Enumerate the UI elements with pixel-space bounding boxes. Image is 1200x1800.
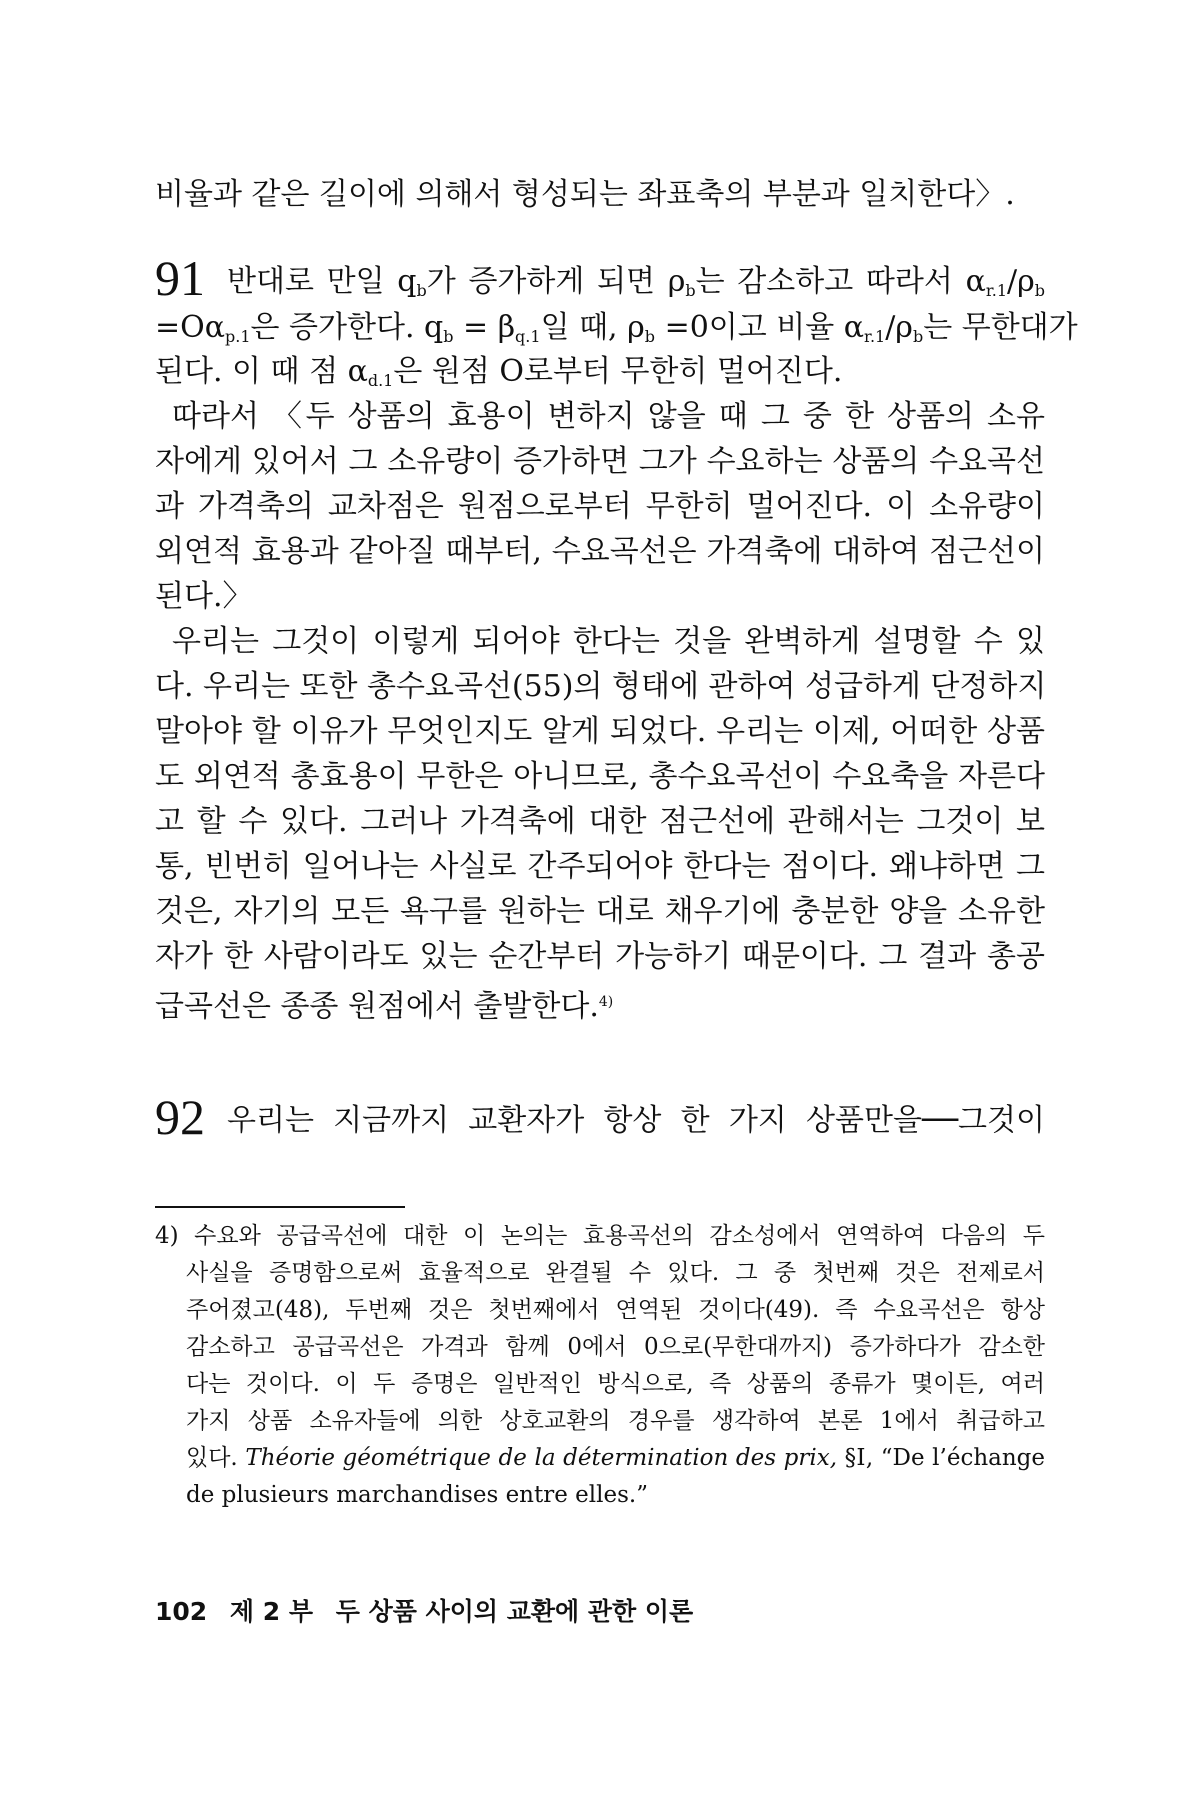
section-92-line-1: 92 우리는 지금까지 교환자가 항상 한 가지 상품만을──그것이 [155, 1089, 1045, 1145]
paragraph-line: 도 외연적 총효용이 무한은 아니므로, 총수요곡선이 수요축을 자른다 [155, 759, 1045, 794]
page-footer [155, 1592, 707, 1628]
footnote-line: de plusieurs marchandises entre elles.” [186, 1482, 648, 1508]
footnote-line: 있다. Théorie géométrique de la détermination des prix, §Ⅰ, “De l’échange [186, 1445, 1045, 1471]
footnote-line: 주어졌고(48), 두번째 것은 첫번째에서 연역된 것이다(49). 즉 수요곡선은 항상 [186, 1297, 1045, 1323]
page-number: 102 [155, 1597, 208, 1626]
footnote-line: 4) 수요와 공급곡선에 대한 이 논의는 효용곡선의 감소성에서 연역하여 다음의 두 [155, 1223, 1045, 1249]
paragraph-line: 자에게 있어서 그 소유량이 증가하면 그가 수요하는 상품의 수요곡선 [155, 444, 1045, 479]
footnote-line: 다는 것이다. 이 두 증명은 일반적인 방식으로, 즉 상품의 종류가 몇이든, 여러 [186, 1371, 1045, 1397]
citation-title: Théorie géométrique de la détermination des prix, [245, 1445, 838, 1471]
footnote-divider [155, 1206, 405, 1208]
footnote-line: 감소하고 공급곡선은 가격과 함께 0에서 0으로(무한대까지) 증가하다가 감소한 [186, 1334, 1045, 1360]
footnote-marker: 4) [598, 994, 614, 1010]
paragraph-line: 된다.〉 [155, 579, 253, 614]
paragraph-line: 우리는 그것이 이렇게 되어야 한다는 것을 완벽하게 설명할 수 있 [172, 624, 1045, 659]
paragraph-line: 급곡선은 종종 원점에서 출발한다.$^{4)}$ [155, 989, 614, 1024]
paragraph-line: 외연적 효용과 같아질 때부터, 수요곡선은 가격축에 대하여 점근선이 [155, 534, 1045, 569]
footnote-line: 사실을 증명함으로써 효율적으로 완결될 수 있다. 그 중 첫번째 것은 전제로서 [186, 1260, 1045, 1286]
carryover-line: 비율과 같은 길이에 의해서 형성되는 좌표축의 부분과 일치한다〉. [155, 177, 1015, 212]
paragraph-line: 통, 빈번히 일어나는 사실로 간주되어야 한다는 점이다. 왜냐하면 그 [155, 849, 1045, 884]
paragraph-line: 자가 한 사람이라도 있는 순간부터 가능하기 때문이다. 그 결과 총공 [155, 939, 1045, 974]
section-number-92: 92 [155, 1089, 205, 1145]
section-91-line-2: $=O\alpha_{p.1}$은 증가한다. $q_b = \beta_{q.1}$일 때, $\rho_b =0$이고 비율 $\alpha_{r.1}/\rho_b$는 무한대가 [155, 310, 1078, 346]
section-91-line-3: 된다. 이 때 점 $\alpha_{d.1}$은 원점 O로부터 무한히 멀어진다. [155, 354, 843, 390]
part-title: 두 상품 사이의 교환에 관한 이론 [335, 1597, 694, 1626]
paragraph-line: 다. 우리는 또한 총수요곡선(55)의 형태에 관하여 성급하게 단정하지 [155, 669, 1047, 704]
paragraph-line: 과 가격축의 교차점은 원점으로부터 무한히 멀어진다. 이 소유량이 [155, 489, 1045, 524]
section-number-91: 91 [155, 250, 205, 306]
paragraph-line: 고 할 수 있다. 그러나 가격축에 대한 점근선에 관해서는 그것이 보 [155, 804, 1045, 839]
paragraph-line: 것은, 자기의 모든 욕구를 원하는 대로 채우기에 충분한 양을 소유한 [155, 894, 1045, 929]
paragraph-line: 따라서 〈두 상품의 효용이 변하지 않을 때 그 중 한 상품의 소유 [172, 399, 1045, 434]
section-91-line-1: 91 반대로 만일 $q_b$가 증가하게 되면 $\rho_b$는 감소하고 따라서 $\alpha_{r.1}/\rho_b$ [155, 250, 1045, 306]
footnote-line: 가지 상품 소유자들에 의한 상호교환의 경우를 생각하여 본론 1에서 취급하고 [186, 1408, 1045, 1434]
paragraph-line: 말아야 할 이유가 무엇인지도 알게 되었다. 우리는 이제, 어떠한 상품 [155, 714, 1045, 749]
part-label: 제 2 부 [229, 1597, 314, 1626]
